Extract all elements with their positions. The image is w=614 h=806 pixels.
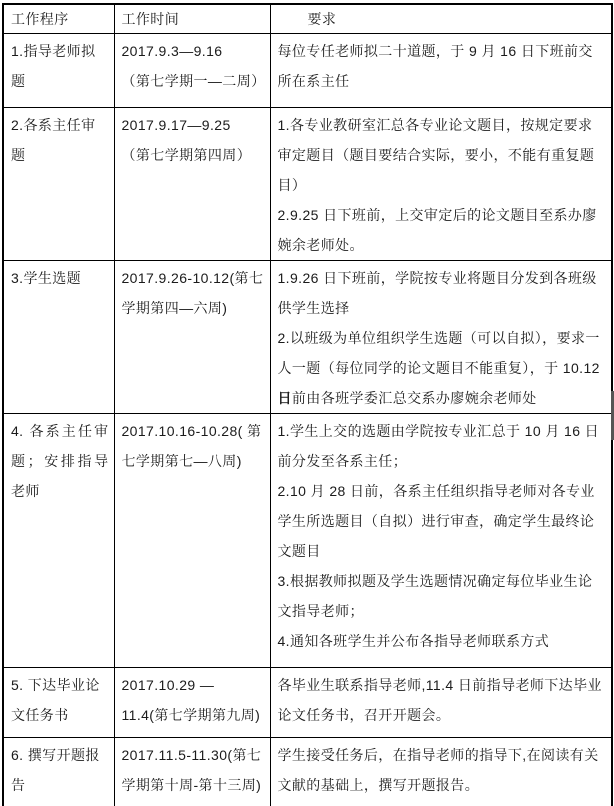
cell-paragraph: 2.各系主任审题: [11, 117, 96, 163]
table-row: [3, 414, 612, 668]
text-segment: 2.以班级为单位组织学生选题（可以自拟），要求一人一题（每位同学的论文题目不能重复），于 10.12: [277, 330, 600, 376]
procedure-cell: [3, 34, 114, 108]
bold-text-segment: 日: [277, 390, 292, 406]
cell-paragraph: 2017.9.26-10.12(第七学期第四—六周): [121, 270, 264, 316]
cell-paragraph: 2017.9.17—9.25: [121, 117, 231, 133]
cell-paragraph: 各毕业生联系指导老师,11.4 日前指导老师下达毕业论文任务书，召开开题会。: [277, 677, 602, 723]
time-cell: [114, 108, 270, 261]
procedure-cell: [3, 261, 114, 414]
cell-paragraph: 6. 撰写开题报告: [11, 747, 100, 793]
cell-paragraph: 3.根据教师拟题及学生选题情况确定每位毕业生论文指导老师；: [277, 573, 593, 619]
cell-paragraph: [278, 323, 607, 413]
cell-paragraph: 2.9.25 日下班前，上交审定后的论文题目至系办廖婉余老师处。: [277, 207, 597, 253]
cell-paragraph: 2.10 月 28 日前，各系主任组织指导老师对各专业学生所选题目（自拟）进行审查，确定学生最终论文题目: [277, 483, 595, 559]
time-cell: [114, 738, 270, 806]
time-cell: [114, 414, 270, 668]
cell-paragraph: 2017.10.16-10.28( 第七学期第七—八周): [121, 423, 262, 469]
cell-paragraph: 学生接受任务后，在指导老师的指导下,在阅读有关文献的基础上，撰写开题报告。: [277, 747, 599, 793]
time-cell: [114, 668, 270, 738]
text-segment: 前由各班学委汇总交系办廖婉余老师处: [291, 390, 537, 406]
requirements-cell: [270, 261, 612, 414]
requirements-cell: [270, 34, 612, 108]
requirements-cell: [270, 414, 612, 668]
time-cell: [114, 34, 270, 108]
cell-paragraph: 5. 下达毕业论文任务书: [11, 677, 100, 723]
cell-paragraph: 1.各专业教研室汇总各专业论文题目，按规定要求审定题目（题目要结合实际，要小，不能有重复题目）: [277, 117, 595, 193]
requirements-cell: [270, 738, 612, 806]
cell-paragraph: 1.学生上交的选题由学院按专业汇总于 10 月 16 日前分发至各系主任；: [277, 423, 600, 469]
procedure-cell: [3, 108, 114, 261]
procedure-cell: [3, 668, 114, 738]
table-body: [3, 34, 612, 806]
cell-paragraph: 每位专任老师拟二十道题，于 9 月 16 日下班前交所在系主任: [277, 43, 593, 89]
procedure-cell: [3, 414, 114, 668]
cell-paragraph: 1.9.26 日下班前，学院按专业将题目分发到各班级供学生选择: [277, 270, 597, 316]
table-row: [3, 108, 612, 261]
column-header-requirements: 要求: [270, 4, 612, 34]
table-row: [3, 668, 612, 738]
table-row: [3, 34, 612, 108]
cell-paragraph: 4.通知各班学生并公布各指导老师联系方式: [277, 633, 550, 649]
column-header-procedure: 工作程序: [3, 4, 114, 34]
cell-paragraph: 3.学生选题: [11, 270, 82, 286]
column-header-time: 工作时间: [114, 4, 270, 34]
cell-paragraph: 2017.9.3—9.16: [121, 43, 223, 59]
table-row: [3, 261, 612, 414]
cell-paragraph: 4. 各系主任审题；安排指导老师: [11, 423, 109, 499]
table-row: [3, 738, 612, 806]
cell-paragraph: （第七学期第四周）: [121, 147, 252, 163]
cell-paragraph: 2017.11.5-11.30(第七学期第十周-第十三周): [121, 747, 262, 793]
cell-paragraph: （第七学期一—二周）: [121, 73, 266, 89]
cell-paragraph: 2017.10.29 — 11.4(第七学期第九周): [121, 677, 261, 723]
cell-paragraph: 1.指导老师拟题: [11, 43, 96, 89]
procedure-cell: [3, 738, 114, 806]
header-row: [3, 4, 612, 34]
time-cell: [114, 261, 270, 414]
requirements-cell: [270, 668, 612, 738]
thesis-schedule-table: [2, 3, 613, 806]
requirements-cell: [270, 108, 612, 261]
